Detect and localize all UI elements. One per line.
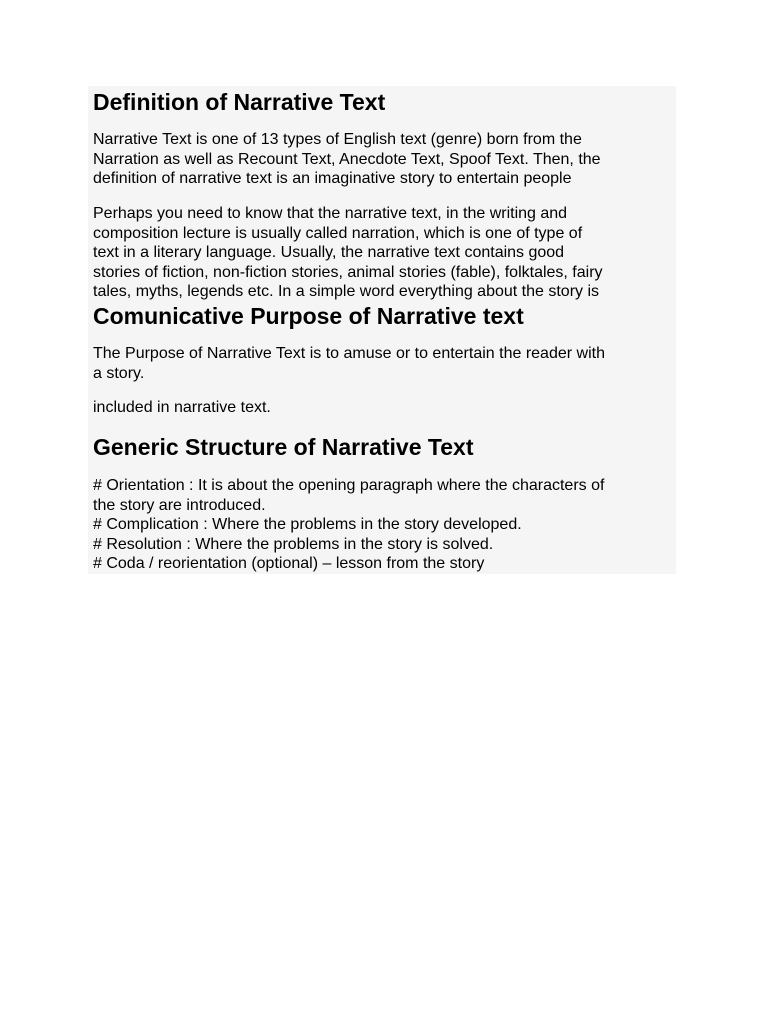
text-line: Perhaps you need to know that the narrative text, in the writing and <box>93 205 568 222</box>
paragraph-purpose-1 <box>93 344 678 383</box>
list-item: # Complication : Where the problems in the story developed. <box>93 516 522 534</box>
list-item: # Orientation : It is about the opening paragraph where the characters of <box>93 477 605 494</box>
paragraph-definition-1 <box>93 130 678 189</box>
text-line: Narration as well as Recount Text, Anecdote Text, Spoof Text. Then, the <box>93 150 601 168</box>
heading-purpose: Comunicative Purpose of Narrative text <box>93 303 524 329</box>
text-line: stories of fiction, non-fiction stories, animal stories (fable), folktales, fairy <box>93 263 603 281</box>
text-line: The Purpose of Narrative Text is to amuse or to entertain the reader with <box>93 345 605 362</box>
paragraph-definition-2 <box>93 204 678 302</box>
list-item: # Resolution : Where the problems in the story is solved. <box>93 535 494 553</box>
document-page <box>88 86 676 574</box>
text-line: Narrative Text is one of 13 types of English text (genre) born from the <box>93 131 582 148</box>
list-item: the story are introduced. <box>93 496 266 514</box>
text-line: text in a literary language. Usually, the narrative text contains good <box>93 244 565 262</box>
text-line: included in narrative text. <box>93 399 271 416</box>
text-line: tales, myths, legends etc. In a simple word everything about the story is <box>93 283 600 301</box>
text-line: a story. <box>93 364 145 382</box>
text-line: composition lecture is usually called narration, which is one of type of <box>93 224 583 242</box>
heading-definition: Definition of Narrative Text <box>93 89 386 115</box>
heading-structure: Generic Structure of Narrative Text <box>93 434 474 460</box>
list-item: # Coda / reorientation (optional) – lesson from the story <box>93 555 485 573</box>
paragraph-purpose-2 <box>93 398 678 418</box>
structure-list <box>93 476 678 574</box>
text-line: definition of narrative text is an imaginative story to entertain people <box>93 170 572 188</box>
